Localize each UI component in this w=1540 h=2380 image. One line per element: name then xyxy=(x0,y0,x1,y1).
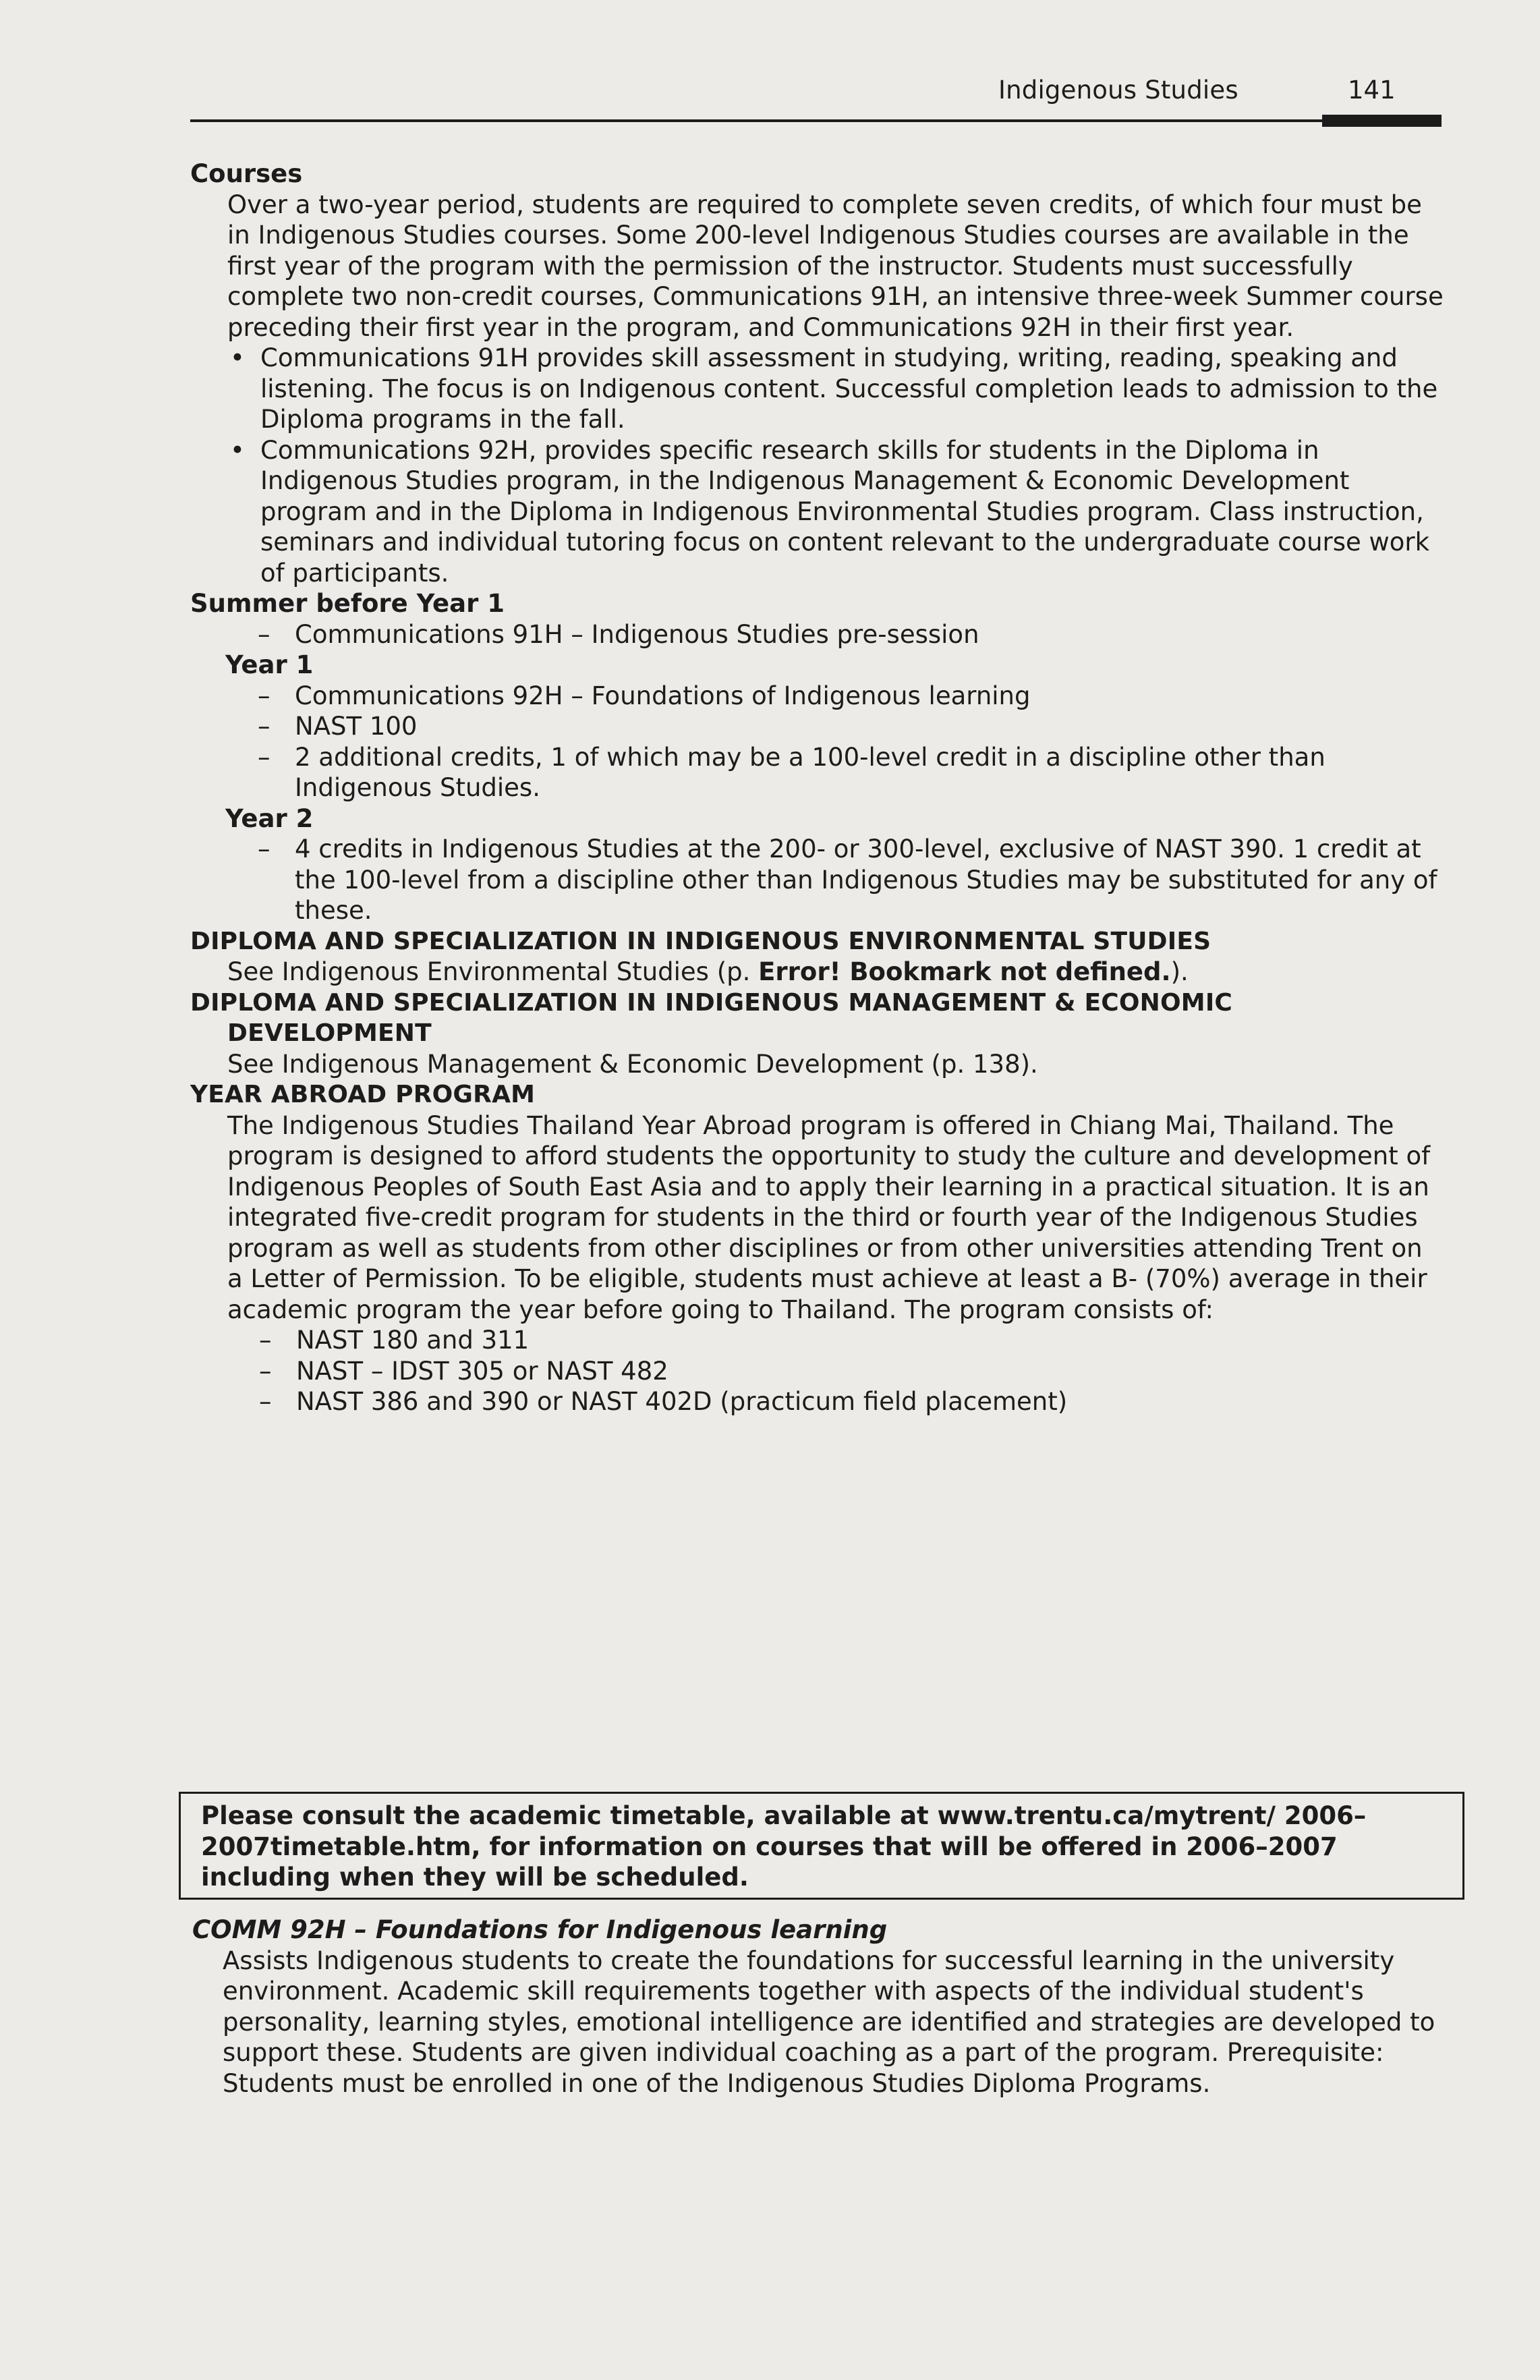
year1-heading: Year 1 xyxy=(225,650,314,679)
bookmark-error-text: Error! Bookmark not defined. xyxy=(758,957,1171,986)
running-header-title: Indigenous Studies xyxy=(998,76,1238,105)
year1-list xyxy=(190,681,1445,803)
timetable-notice-text: Please consult the academic timetable, available at www.trentu.ca/mytrent/ 2006–2007timetable.htm, for information on courses that will be offered in 2006–2007 including when they will be scheduled. xyxy=(201,1801,1367,1892)
list-item xyxy=(227,343,1445,435)
bullet-text: Communications 91H provides skill assessment in studying, writing, reading, speaking and listening. The focus is on Indigenous content. Successful completion leads to admission to the Diploma programs in the fall. xyxy=(260,343,1438,434)
timetable-notice-box xyxy=(179,1792,1464,1900)
list-item-text: Communications 92H – Foundations of Indigenous learning xyxy=(295,681,1031,710)
environmental-text xyxy=(190,957,1445,988)
bullet-text: Communications 92H, provides specific research skills for students in the Diploma in Indigenous Studies program, in the Indigenous Management & Economic Development program and in the Diploma in Indigenous Environmental Studies program. Class instruction, seminars and individual tutoring focus on content relevant to the undergraduate course work of participants. xyxy=(260,435,1430,588)
environmental-text-after: ). xyxy=(1170,957,1189,986)
courses-intro: Over a two-year period, students are required to complete seven credits, of which four must be in Indigenous Studies courses. Some 200-level Indigenous Studies courses are available in the first year of the program with the permission of the instructor. Students must successfully complete two non-credit courses, Communications 91H, an intensive three-week Summer course preceding their first year in the program, and Communications 92H in their first year. xyxy=(227,190,1444,342)
summer-heading: Summer before Year 1 xyxy=(190,589,505,618)
environmental-text-before: See Indigenous Environmental Studies (p. xyxy=(227,957,759,986)
course-description: Assists Indigenous students to create the foundations for successful learning in the university environment. Academic skill requirements together with aspects of the individual student's personality, learning styles, emotional intelligence are identified and strategies are developed to support these. Students are given individual coaching as a part of the program. Prerequisite: Students must be enrolled in one of the Indigenous Studies Diploma Programs. xyxy=(223,1946,1435,2098)
list-item-text: Communications 91H – Indigenous Studies pre-session xyxy=(295,619,979,649)
list-item xyxy=(259,1386,1445,1417)
environmental-heading: DIPLOMA AND SPECIALIZATION IN INDIGENOUS ENVIRONMENTAL STUDIES xyxy=(190,927,1211,955)
dash-icon: – xyxy=(258,681,270,710)
list-item xyxy=(258,834,1445,926)
courses-bullet-list xyxy=(190,343,1445,588)
list-item-text: 4 credits in Indigenous Studies at the 200- or 300-level, exclusive of NAST 390. 1 credit at the 100-level from a discipline other than Indigenous Studies may be substituted for any of these. xyxy=(295,834,1437,925)
dash-icon: – xyxy=(258,834,270,863)
dash-icon: – xyxy=(258,712,270,741)
list-item xyxy=(259,1325,1445,1356)
list-item xyxy=(258,619,1445,650)
dash-icon: – xyxy=(259,1326,272,1355)
bullet-icon: • xyxy=(230,343,245,372)
management-heading xyxy=(190,988,1445,1019)
list-item xyxy=(259,1356,1445,1387)
year-abroad-text: The Indigenous Studies Thailand Year Abroad program is offered in Chiang Mai, Thailand. The program is designed to afford students the opportunity to study the culture and development of Indigenous Peoples of South East Asia and to apply their learning in a practical situation. It is an integrated five-credit program for students in the third or fourth year of the Indigenous Studies program as well as students from other disciplines or from other universities attending Trent on a Letter of Permission. To be eligible, students must achieve at least a B- (70%) average in their academic program the year before going to Thailand. The program consists of: xyxy=(227,1110,1431,1324)
list-item-text: NAST 386 and 390 or NAST 402D (practicum field placement) xyxy=(296,1387,1068,1416)
main-content xyxy=(190,159,1445,1417)
dash-icon: – xyxy=(259,1356,272,1386)
list-item xyxy=(227,435,1445,589)
dash-icon: – xyxy=(258,742,270,772)
management-heading-line2: DEVELOPMENT xyxy=(227,1019,432,1047)
year-abroad-heading: YEAR ABROAD PROGRAM xyxy=(190,1081,536,1108)
list-item xyxy=(258,711,1445,742)
list-item-text: NAST 180 and 311 xyxy=(296,1326,530,1355)
courses-heading: Courses xyxy=(190,159,303,188)
management-heading-line1: DIPLOMA AND SPECIALIZATION IN INDIGENOUS MANAGEMENT & ECONOMIC xyxy=(190,988,1233,1017)
management-text: See Indigenous Management & Economic Development (p. 138). xyxy=(227,1049,1038,1079)
list-item-text: NAST – IDST 305 or NAST 482 xyxy=(296,1356,668,1386)
summer-list xyxy=(190,619,1445,650)
page-number: 141 xyxy=(1348,76,1396,105)
year2-heading: Year 2 xyxy=(225,803,314,833)
list-item xyxy=(258,681,1445,712)
course-title: COMM 92H – Foundations for Indigenous learning xyxy=(192,1915,888,1944)
list-item xyxy=(258,742,1445,803)
dash-icon: – xyxy=(259,1387,272,1416)
year2-list xyxy=(190,834,1445,926)
bullet-icon: • xyxy=(230,435,245,465)
list-item-text: 2 additional credits, 1 of which may be a 100-level credit in a discipline other than Indigenous Studies. xyxy=(295,742,1325,802)
year-abroad-list xyxy=(190,1325,1445,1417)
header-tab-marker xyxy=(1322,115,1442,127)
dash-icon: – xyxy=(258,619,270,649)
list-item-text: NAST 100 xyxy=(295,712,418,741)
course-entry xyxy=(192,1915,1447,2099)
header-rule xyxy=(190,119,1442,122)
